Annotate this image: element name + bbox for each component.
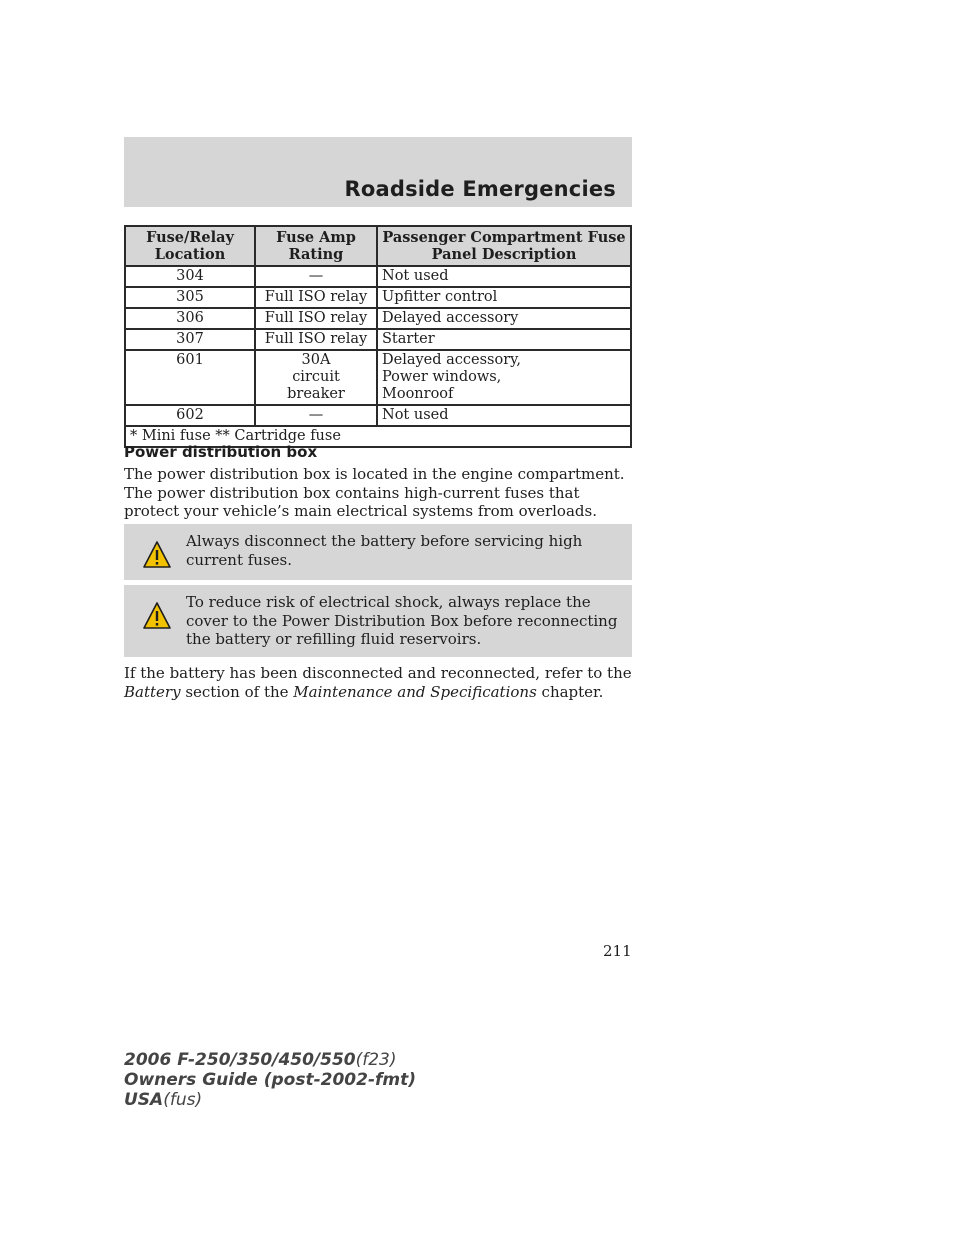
table-row: [125, 350, 631, 405]
cell-description: Not used: [377, 266, 631, 287]
warning-triangle-icon: [142, 601, 172, 631]
cell-amp-rating: 30A circuit breaker: [255, 350, 377, 405]
cell-location: 602: [125, 405, 255, 426]
warning-text: Always disconnect the battery before servicing high current fuses.: [186, 532, 583, 569]
fuse-table: [124, 225, 632, 448]
cell-description: Not used: [377, 405, 631, 426]
table-row: [125, 329, 631, 350]
column-header-description: Passenger Compartment Fuse Panel Description: [377, 226, 631, 266]
cell-location: 306: [125, 308, 255, 329]
cell-location: 601: [125, 350, 255, 405]
footer-model: 2006 F-250/350/450/550: [124, 1050, 356, 1070]
footer-model-code: (f23): [355, 1050, 397, 1070]
cell-amp-rating: —: [255, 405, 377, 426]
table-header-row: [125, 226, 631, 266]
closing-mid: section of the: [185, 682, 289, 701]
document-footer: [124, 1050, 416, 1110]
cell-amp-rating: Full ISO relay: [255, 308, 377, 329]
closing-suffix: chapter.: [541, 682, 604, 701]
table-footnote: * Mini fuse ** Cartridge fuse: [125, 426, 631, 447]
cell-description: Starter: [377, 329, 631, 350]
cell-location: 307: [125, 329, 255, 350]
cell-description: Delayed accessory: [377, 308, 631, 329]
page-number: 211: [603, 942, 632, 960]
closing-paragraph: [124, 664, 632, 701]
chapter-reference: Maintenance and Specifications: [293, 682, 537, 701]
footer-guide: Owners Guide (post-2002-fmt): [124, 1070, 417, 1090]
closing-prefix: If the battery has been disconnected and reconnected, refer to the: [124, 664, 632, 682]
warning-box: [124, 524, 632, 580]
warning-text: To reduce risk of electrical shock, always replace the cover to the Power Distribution Box before reconnecting the battery or refilling fluid reservoirs.: [186, 593, 618, 648]
cell-amp-rating: Full ISO relay: [255, 287, 377, 308]
cell-description: Delayed accessory, Power windows, Moonroof: [377, 350, 631, 405]
section-heading: Power distribution box: [124, 443, 318, 461]
column-header-amp-rating: Fuse Amp Rating: [255, 226, 377, 266]
intro-paragraph: The power distribution box is located in the engine compartment. The power distribution box contains high-current fuses that protect your vehicle’s main electrical systems from overloads.: [124, 465, 625, 520]
cell-location: 305: [125, 287, 255, 308]
cell-amp-rating: Full ISO relay: [255, 329, 377, 350]
table-row: [125, 287, 631, 308]
cell-amp-rating: —: [255, 266, 377, 287]
page-header-band: [124, 137, 632, 207]
table-row: [125, 405, 631, 426]
cell-location: 304: [125, 266, 255, 287]
table-row: [125, 308, 631, 329]
warning-box: [124, 585, 632, 657]
warning-triangle-icon: [142, 540, 172, 570]
cell-description: Upfitter control: [377, 287, 631, 308]
chapter-title: Roadside Emergencies: [344, 177, 616, 201]
battery-reference: Battery: [124, 682, 181, 701]
footer-market: USA: [124, 1090, 164, 1110]
column-header-location: Fuse/Relay Location: [125, 226, 255, 266]
table-row: [125, 266, 631, 287]
footer-market-code: (fus): [163, 1090, 203, 1110]
